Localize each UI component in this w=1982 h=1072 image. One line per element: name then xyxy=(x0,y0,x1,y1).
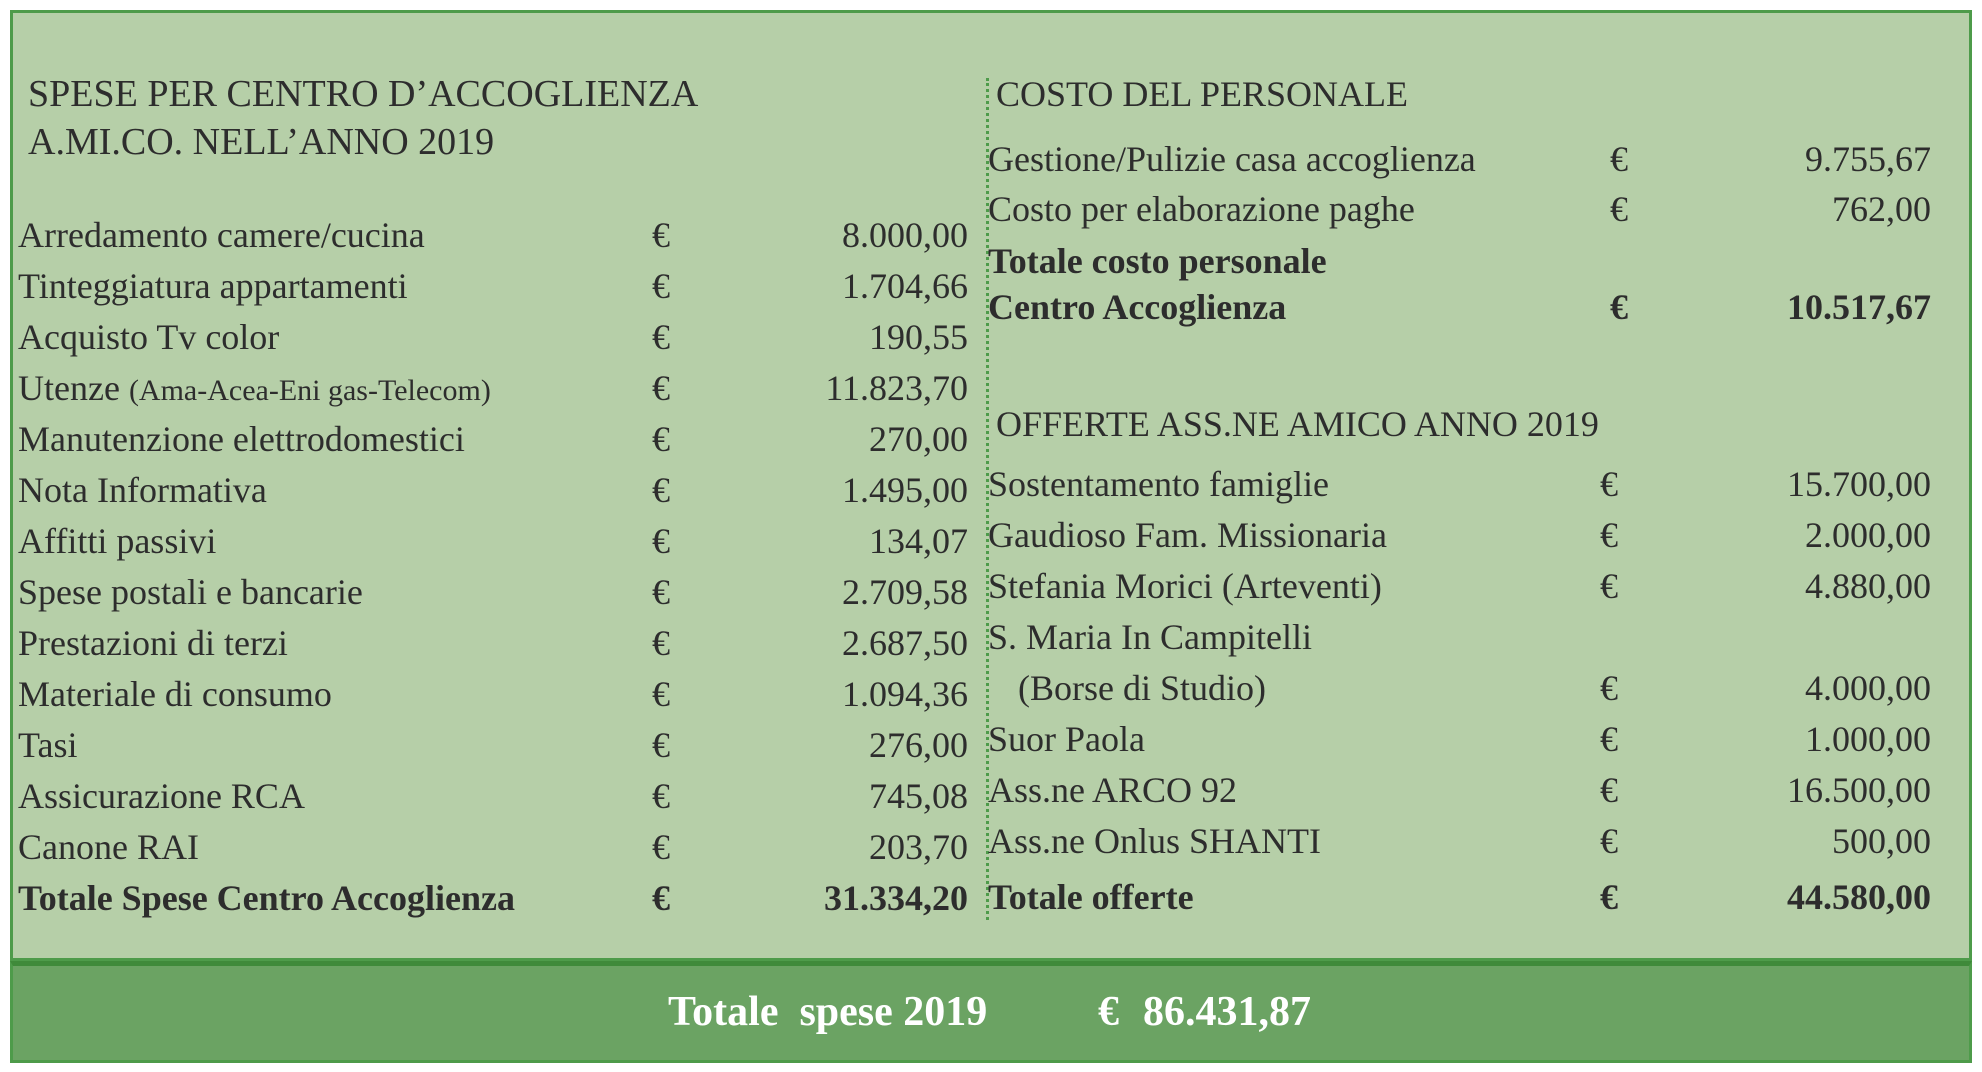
table-row xyxy=(18,210,968,261)
row-label: Stefania Morici (Arteventi) xyxy=(988,566,1382,606)
personale-total-line1 xyxy=(988,236,1931,287)
row-label: Affitti passivi xyxy=(18,521,217,561)
table-row xyxy=(18,720,968,771)
currency-symbol: € xyxy=(1610,139,1628,179)
currency-symbol: € xyxy=(652,827,670,867)
total-label-line2: Centro Accoglienza xyxy=(988,287,1287,327)
row-label: (Borse di Studio) xyxy=(1018,668,1266,708)
currency-symbol: € xyxy=(652,776,670,816)
row-label: Spese postali e bancarie xyxy=(18,572,363,612)
row-label: Ass.ne Onlus SHANTI xyxy=(988,821,1321,861)
table-row xyxy=(18,669,968,720)
row-amount: 190,55 xyxy=(869,317,968,357)
currency-symbol: € xyxy=(1600,566,1618,606)
table-row xyxy=(18,567,968,618)
table-row xyxy=(18,261,968,312)
currency-symbol: € xyxy=(1600,719,1618,759)
grand-total-bar xyxy=(10,961,1972,1063)
currency-symbol: € xyxy=(652,572,670,612)
table-row xyxy=(18,618,968,669)
total-label-line1: Totale costo personale xyxy=(988,241,1327,281)
left-total-row xyxy=(18,873,968,924)
currency-symbol: € xyxy=(652,368,670,408)
currency-symbol: € xyxy=(652,674,670,714)
row-amount: 500,00 xyxy=(1832,821,1931,861)
currency-symbol: € xyxy=(652,419,670,459)
row-amount: 1.094,36 xyxy=(842,674,968,714)
row-amount: 15.700,00 xyxy=(1787,464,1931,504)
personale-title: COSTO DEL PERSONALE xyxy=(996,74,1409,114)
row-amount: 762,00 xyxy=(1832,189,1931,229)
row-label: Sostentamento famiglie xyxy=(988,464,1329,504)
left-title-line1: SPESE PER CENTRO D’ACCOGLIENZA xyxy=(28,73,699,115)
currency-symbol: € xyxy=(652,266,670,306)
row-amount: 11.823,70 xyxy=(825,368,968,408)
offerte-total-row xyxy=(988,872,1931,923)
row-label xyxy=(18,363,491,416)
left-title-line2: A.MI.CO. NELL’ANNO 2019 xyxy=(28,121,495,163)
offerte-title: OFFERTE ASS.NE AMICO ANNO 2019 xyxy=(996,404,1599,444)
row-label: Gestione/Pulizie casa accoglienza xyxy=(988,139,1476,179)
row-label: Prestazioni di terzi xyxy=(18,623,288,663)
row-label: Nota Informativa xyxy=(18,470,267,510)
table-row xyxy=(18,363,968,414)
currency-symbol: € xyxy=(1600,515,1618,555)
table-row xyxy=(18,414,968,465)
currency-symbol: € xyxy=(1600,464,1618,504)
currency-symbol: € xyxy=(1600,668,1618,708)
row-label: Acquisto Tv color xyxy=(18,317,280,357)
table-row xyxy=(18,822,968,873)
row-label: Arredamento camere/cucina xyxy=(18,215,425,255)
total-label: Totale offerte xyxy=(988,877,1194,917)
row-label: Ass.ne ARCO 92 xyxy=(988,770,1238,810)
table-row xyxy=(988,134,1931,185)
currency-symbol: € xyxy=(652,878,670,918)
row-label: Materiale di consumo xyxy=(18,674,332,714)
table-row xyxy=(18,312,968,363)
currency-symbol: € xyxy=(1610,189,1628,229)
table-row xyxy=(988,714,1931,765)
currency-symbol: € xyxy=(1600,770,1618,810)
row-amount: 2.000,00 xyxy=(1805,515,1931,555)
row-label: Manutenzione elettrodomestici xyxy=(18,419,465,459)
total-label: Totale Spese Centro Accoglienza xyxy=(18,878,515,918)
row-amount: 203,70 xyxy=(869,827,968,867)
currency-symbol: € xyxy=(652,623,670,663)
row-label: Gaudioso Fam. Missionaria xyxy=(988,515,1387,555)
personale-total-row xyxy=(988,282,1931,333)
currency-symbol: € xyxy=(652,317,670,357)
table-row xyxy=(988,561,1931,612)
grand-total-amount: 86.431,87 xyxy=(1143,989,1311,1035)
row-label: Costo per elaborazione paghe xyxy=(988,189,1415,229)
row-amount: 9.755,67 xyxy=(1805,139,1931,179)
currency-symbol: € xyxy=(1098,989,1119,1035)
row-label: Canone RAI xyxy=(18,827,199,867)
row-amount: 2.687,50 xyxy=(842,623,968,663)
table-row xyxy=(988,459,1931,510)
row-amount: 8.000,00 xyxy=(842,215,968,255)
row-amount: 745,08 xyxy=(869,776,968,816)
currency-symbol: € xyxy=(1610,287,1628,327)
table-row xyxy=(988,510,1931,561)
table-row xyxy=(988,816,1931,867)
row-amount: 4.880,00 xyxy=(1805,566,1931,606)
row-label: Assicurazione RCA xyxy=(18,776,305,816)
currency-symbol: € xyxy=(1600,877,1618,917)
row-label: Tasi xyxy=(18,725,78,765)
row-amount: 270,00 xyxy=(869,419,968,459)
row-label-main: Utenze xyxy=(18,368,120,408)
row-amount: 1.495,00 xyxy=(842,470,968,510)
row-amount: 134,07 xyxy=(869,521,968,561)
row-amount: 1.000,00 xyxy=(1805,719,1931,759)
grand-total-label: Totale spese 2019 xyxy=(668,989,988,1035)
currency-symbol: € xyxy=(652,521,670,561)
row-amount: 2.709,58 xyxy=(842,572,968,612)
total-amount: 10.517,67 xyxy=(1787,287,1931,327)
table-row xyxy=(18,771,968,822)
currency-symbol: € xyxy=(652,215,670,255)
total-amount: 31.334,20 xyxy=(824,878,968,918)
row-label-note: (Ama-Acea-Eni gas-Telecom) xyxy=(128,374,491,407)
row-label: Tinteggiatura appartamenti xyxy=(18,266,408,306)
row-label: S. Maria In Campitelli xyxy=(988,617,1312,657)
table-row xyxy=(988,663,1931,714)
row-amount: 276,00 xyxy=(869,725,968,765)
table-row xyxy=(988,612,1931,663)
row-amount: 4.000,00 xyxy=(1805,668,1931,708)
currency-symbol: € xyxy=(652,470,670,510)
row-label: Suor Paola xyxy=(988,719,1145,759)
currency-symbol: € xyxy=(1600,821,1618,861)
row-amount: 16.500,00 xyxy=(1787,770,1931,810)
row-amount: 1.704,66 xyxy=(842,266,968,306)
currency-symbol: € xyxy=(652,725,670,765)
table-row xyxy=(18,465,968,516)
table-row xyxy=(988,184,1931,235)
total-amount: 44.580,00 xyxy=(1787,877,1931,917)
table-row xyxy=(18,516,968,567)
table-row xyxy=(988,765,1931,816)
